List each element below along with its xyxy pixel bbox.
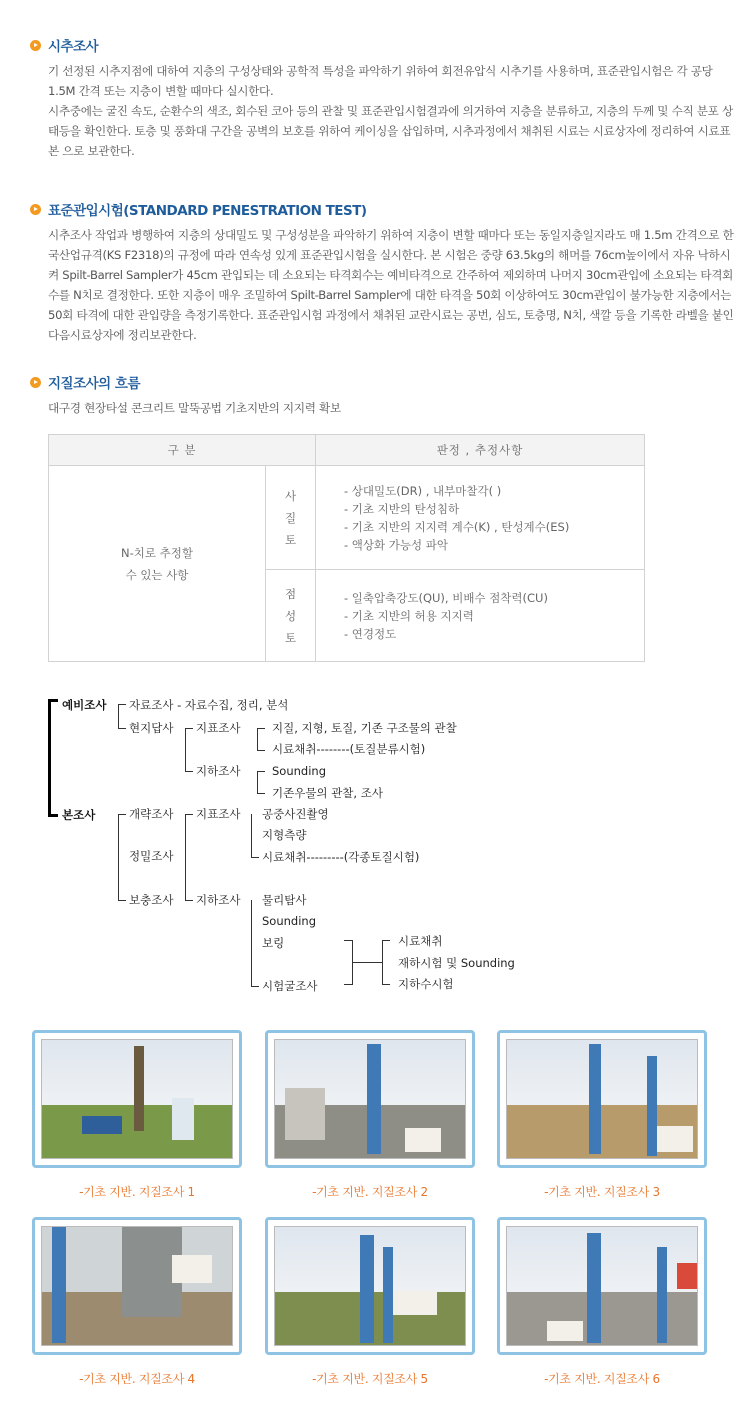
supplementary-survey: 보충조사	[129, 893, 174, 907]
photo-caption: -기초 지반. 지질조사 6	[544, 1372, 660, 1386]
field-recon: 현지답사	[129, 721, 174, 735]
section-body	[48, 61, 738, 161]
arrow-bullet-icon	[30, 204, 41, 215]
section-body	[48, 225, 738, 345]
photo-caption: -기초 지반. 지질조사 4	[79, 1372, 195, 1386]
prelim-label: 예비조사	[62, 698, 107, 712]
survey-flow-tree: 예비조사 본조사 자료조사 - 자료수집, 정리, 분석 현지답사 지표조사 지하조사 지질, 지형, 토질, 기존 구조물의 관찰 시료채취--------(토질분류시험) Sounding 기존우물의 관찰, 조사 개략조사 정밀조사 보충조사 지표조사 지하조사 공중사진촬영 지형측량 시료채취---------(각종토질시험) 물리탐사 Sounding 보링 시험굴조사 시료채취 재하시험 및 Sounding 지하수시험	[48, 692, 568, 997]
judgement-table	[48, 434, 645, 662]
photo-caption: -기초 지반. 지질조사 5	[312, 1372, 428, 1386]
data-survey: 자료조사 - 자료수집, 정리, 분석	[129, 698, 289, 712]
surface-survey: 지표조사	[196, 721, 241, 735]
subsurface-survey: 지하조사	[196, 764, 241, 778]
paragraph: 시추중에는 굴진 속도, 순환수의 색조, 회수된 코아 등의 관찰 및 표준관입시험결과에 의거하여 지층을 분류하고, 지층의 두께 및 수직 분포 상태등을 확인한다. 토층 및 풍화대 구간을 공벽의 보호를 위하여 케이싱을 삽입하며, 시추과정에서 채취된 시료는 시료상자에 정리하여 시료표본 으로 보관한다.	[48, 104, 733, 158]
photo-thumbnail[interactable]	[497, 1030, 707, 1168]
section-heading-flow	[30, 372, 140, 392]
table-header: 구 분	[49, 435, 316, 466]
section-heading-boring	[30, 35, 98, 55]
main-label: 본조사	[62, 808, 96, 822]
table-row-label: N-치로 추정할 수 있는 사항	[49, 466, 266, 662]
rough-survey: 개략조사	[129, 807, 174, 821]
photo-thumbnail[interactable]	[265, 1030, 475, 1168]
arrow-bullet-icon	[30, 40, 41, 51]
section-subtitle: 대구경 현장타설 콘크리트 말뚝공법 기초지반의 지지력 확보	[48, 401, 341, 415]
soil-type-cohesive: 점 성 토	[266, 570, 316, 662]
section-title: 시추조사	[48, 39, 99, 55]
photo-thumbnail[interactable]	[32, 1217, 242, 1355]
precise-survey: 정밀조사	[129, 849, 174, 863]
section-title: 지질조사의 흐름	[48, 376, 140, 392]
section-title: 표준관입시험(STANDARD PENESTRATION TEST)	[48, 203, 367, 219]
table-header: 판정 , 추정사항	[316, 435, 645, 466]
photo-thumbnail[interactable]	[497, 1217, 707, 1355]
table-cell-list: - 일축압축강도(QU), 비배수 점착력(CU) - 기초 지반의 허용 지지력 - 연경정도	[316, 570, 645, 662]
photo-thumbnail[interactable]	[265, 1217, 475, 1355]
photo-thumbnail[interactable]	[32, 1030, 242, 1168]
photo-caption: -기초 지반. 지질조사 2	[312, 1185, 428, 1199]
photo-caption: -기초 지반. 지질조사 1	[79, 1185, 195, 1199]
photo-caption: -기초 지반. 지질조사 3	[544, 1185, 660, 1199]
arrow-bullet-icon	[30, 377, 41, 388]
paragraph: 기 선정된 시추지점에 대하여 지층의 구성상태와 공학적 특성을 파악하기 위하여 회전유압식 시추기를 사용하며, 표준관입시험은 각 공당 1.5M 간격 또는 지층이 변할 때마다 실시한다.	[48, 64, 713, 98]
soil-type-sandy: 사 질 토	[266, 466, 316, 570]
paragraph: 시추조사 작업과 병행하여 지층의 상대밀도 및 구성성분을 파악하기 위하여 지층이 변할 때마다 또는 동일지층일지라도 매 1.5m 간격으로 한국산업규격(KS F2318)의 규정에 따라 연속성 있게 표준관입시험을 실시한다. 본 시험은 중량 63.5kg의 해머를 76cm높이에서 자유 낙하시켜 Spilt-Barrel Sampler가 45cm 관입되는 데 소요되는 타격회수는 예비타격으로 간주하여 제외하며 나머지 30cm관입에 소요되는 타격회수를 N치로 결정한다. 또한 지층이 매우 조밀하여 Spilt-Barrel Sampler에 대한 타격을 50회 이상하여도 30cm관입이 불가능한 지층에서는 50회 타격에 대한 관입량을 측정기록한다. 표준관입시험 과정에서 채취된 교란시료는 공번, 심도, 토층명, N치, 색깔 등을 기록한 라벨을 붙인 다음시료상자에 정리보관한다.	[48, 228, 734, 342]
table-cell-list: - 상대밀도(DR) , 내부마찰각( ) - 기초 지반의 탄성침하 - 기초 지반의 지지력 계수(K) , 탄성계수(ES) - 액상화 가능성 파악	[316, 466, 645, 570]
section-heading-spt	[30, 199, 367, 219]
